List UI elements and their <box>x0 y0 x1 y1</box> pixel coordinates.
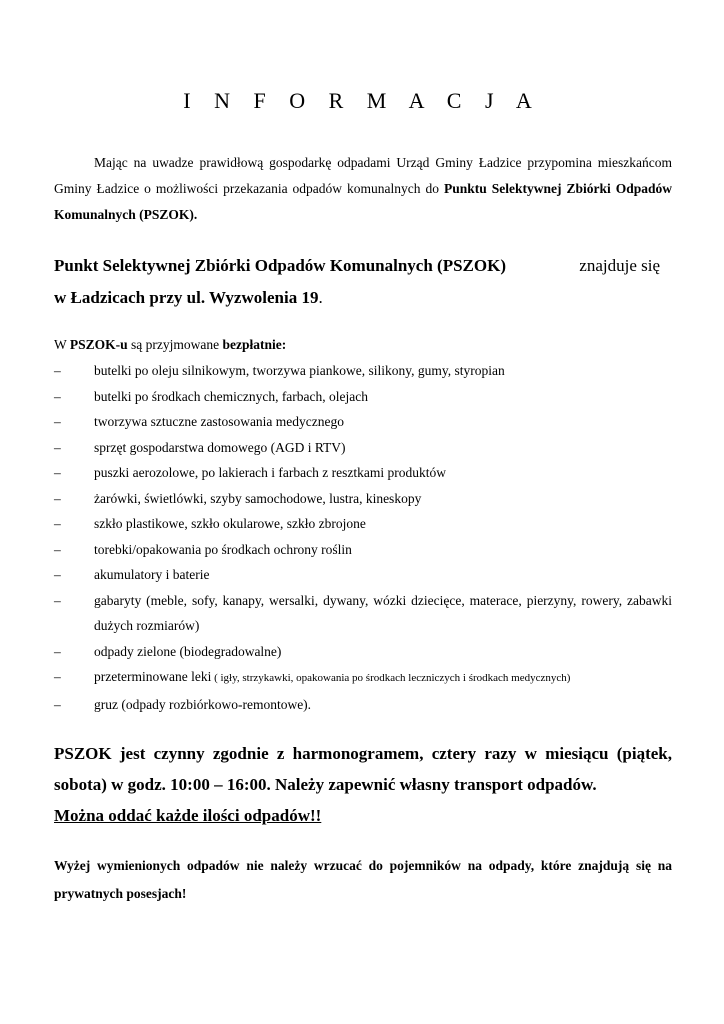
accepted-pszok: PSZOK-u <box>69 337 128 352</box>
accepted-free: bezpłatnie: <box>222 337 287 352</box>
hours-paragraph <box>54 738 672 831</box>
intro-pszok-name: Punktu Selektywnej Zbiórki Odpadów Komunalnych (PSZOK). <box>54 181 672 222</box>
list-item: – przeterminowane leki ( igły, strzykawki, opakowania po środkach leczniczych i środkach medycznych) <box>54 669 571 684</box>
list-item: – tworzywa sztuczne zastosowania medycznego <box>54 414 345 429</box>
intro-text: Mając na uwadze prawidłową gospodarkę odpadami Urząd Gminy Ładzice przypomina mieszkańcom Gminy Ładzice o możliwości przekazania odpadów komunalnych do <box>54 155 672 196</box>
list-item: – gabaryty (meble, sofy, kanapy, wersalki, dywany, wózki dziecięce, materace, pierzyny, rowery, zabawki dużych rozmiarów) <box>54 592 672 633</box>
warning-paragraph: Wyżej wymienionych odpadów nie należy wrzucać do pojemników na odpady, które znajdują się na prywatnych posesjach! <box>54 858 672 901</box>
list-item: – odpady zielone (biodegradowalne) <box>54 643 282 659</box>
document-title: I N F O R M A C J A <box>183 88 541 113</box>
list-item: – gruz (odpady rozbiórkowo-remontowe). <box>54 696 312 712</box>
location-address: w Ładzicach przy ul. Wyzwolenia 19 <box>54 288 319 307</box>
list-item: – szkło plastikowe, szkło okularowe, szkło zbrojone <box>54 516 366 531</box>
list-item: – żarówki, świetlówki, szyby samochodowe, lustra, kineskopy <box>54 490 422 506</box>
list-item: – torebki/opakowania po środkach ochrony roślin <box>54 541 352 557</box>
list-item: – akumulatory i baterie <box>54 567 210 582</box>
list-item: – butelki po oleju silnikowym, tworzywa piankowe, silikony, gumy, styropian <box>54 363 505 378</box>
accepted-header: W PSZOK-u są przyjmowane bezpłatnie: <box>54 337 287 352</box>
list-item: – puszki aerozolowe, po lakierach i farbach z resztkami produktów <box>54 465 446 480</box>
hours-note: Można oddać każde ilości odpadów!! <box>54 806 322 825</box>
location-name: Punkt Selektywnej Zbiórki Odpadów Komunalnych (PSZOK) <box>54 256 507 275</box>
intro-paragraph <box>54 150 672 228</box>
hours-text: PSZOK jest czynny zgodnie z harmonogramem, cztery razy w miesiącu (piątek, sobota) w godz. 10:00 – 16:00. Należy zapewnić własny transport odpadów. <box>54 744 672 794</box>
waste-list <box>54 358 672 717</box>
list-item: – sprzęt gospodarstwa domowego (AGD i RTV) <box>54 439 346 455</box>
location-paragraph: Punkt Selektywnej Zbiórki Odpadów Komunalnych (PSZOK) znajduje się w Ładzicach przy ul. Wyzwolenia 19. <box>54 250 660 314</box>
location-verb: znajduje się <box>579 256 660 275</box>
list-item: – butelki po środkach chemicznych, farbach, olejach <box>54 388 369 404</box>
